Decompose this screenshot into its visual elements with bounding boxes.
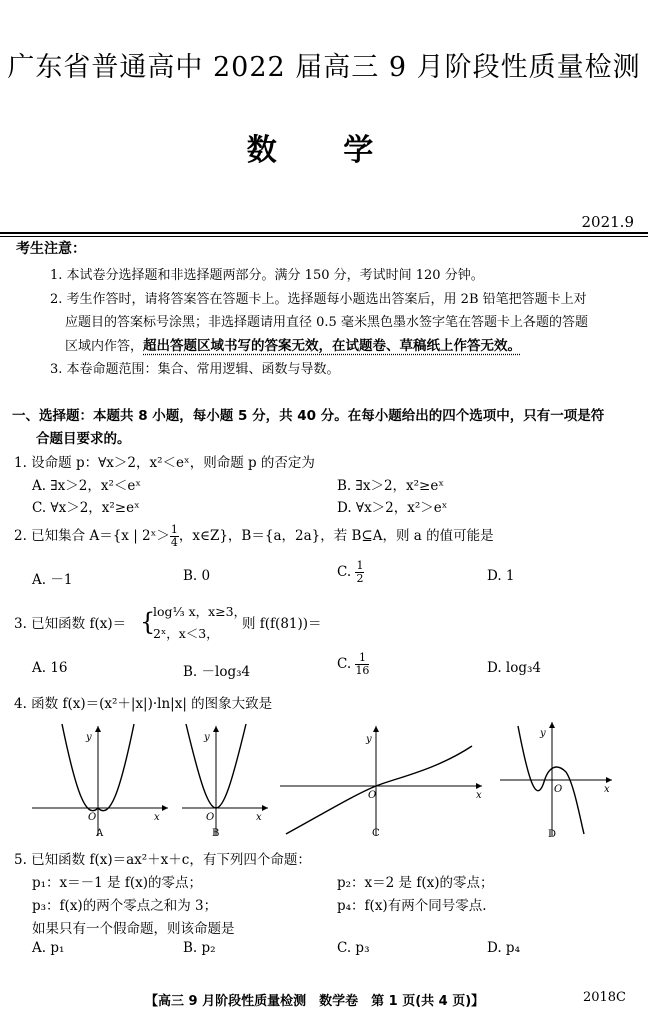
question-4-stem: 4. 函数 f(x)＝(x²＋|x|)·ln|x| 的图象大致是	[14, 696, 273, 712]
question-2-stem-b: ，x∈Z}，B＝{a，2a}，若 B⊆A，则 a 的值可能是	[178, 528, 494, 544]
question-2-option-b: B. 0	[183, 568, 211, 584]
graph-b-x-label: x	[256, 812, 262, 823]
graph-d-label: D	[548, 829, 557, 840]
paper-code: 2018C	[582, 990, 626, 1005]
question-2-fraction	[170, 524, 179, 549]
exam-date: 2021.9	[581, 213, 634, 231]
page-footer: 【高三 9 月阶段性质量检测 数学卷 第 1 页(共 4 页)】	[145, 994, 485, 1009]
notice-item-2: 2. 考生作答时，请将答案答在答题卡上。选择题每小题选出答案后，用 2B 铅笔把答题卡上对	[50, 292, 587, 307]
question-3-option-d: D. log₃4	[487, 660, 542, 676]
notice-item-2-tail: 区域内作答，	[65, 339, 144, 354]
question-2-stem-a: 2. 已知集合 A＝{x | 2ˣ＞	[14, 528, 170, 544]
notice-emphasis: 超出答题区域书写的答案无效，在试题卷、草稿纸上作答无效。	[143, 338, 522, 354]
graph-d-y-label: y	[540, 728, 546, 739]
question-3-option-c-den: 16	[355, 664, 370, 677]
question-2-option-a: A. －1	[32, 572, 73, 588]
question-2-frac-num: 1	[170, 523, 178, 536]
question-3-stem-b: 则 f(f(81))＝	[242, 616, 322, 632]
graph-b-label: B	[212, 828, 220, 839]
notice-item-3: 3. 本卷命题范围：集合、常用逻辑、函数与导数。	[50, 362, 340, 377]
graph-d	[496, 718, 616, 840]
header-divider-thin	[0, 236, 648, 237]
exam-title: 广东省普通高中 2022 届高三 9 月阶段性质量检测	[7, 52, 641, 83]
section-heading-cont: 合题目要求的。	[36, 431, 131, 447]
question-2-option-c-num: 1	[356, 559, 364, 572]
question-5-p2: p₂：x＝2 是 f(x)的零点；	[337, 875, 494, 891]
question-5-option-a: A. p₁	[32, 940, 65, 956]
graph-c	[276, 722, 486, 840]
header-divider	[0, 232, 648, 234]
graph-b-origin: O	[206, 812, 215, 823]
question-5-option-d: D. p₄	[487, 940, 520, 956]
graph-d-origin: O	[554, 784, 563, 795]
question-1-option-a: A. ∃x＞2，x²＜eˣ	[32, 478, 142, 494]
graph-c-label: C	[372, 828, 380, 839]
graph-a	[28, 722, 173, 840]
question-1-option-d: D. ∀x＞2，x²＞eˣ	[337, 500, 448, 516]
notice-item-2-cont: 应题目的答案标号涂黑；非选择题请用直径 0.5 毫米黑色墨水签字笔在答题卡上各题的答题	[65, 315, 588, 330]
notice-heading: 考生注意：	[16, 241, 86, 257]
question-3-case-2: 2ˣ，x＜3，	[153, 626, 219, 641]
question-2-option-c-frac	[355, 560, 364, 585]
graph-a-x-label: x	[154, 812, 160, 823]
section-heading: 一、选择题：本题共 8 小题，每小题 5 分，共 40 分。在每小题给出的四个选项中，只有一项是符	[12, 408, 605, 424]
notice-item-2-end	[65, 334, 521, 354]
question-2-option-d: D. 1	[487, 568, 515, 584]
question-3-option-c-frac	[355, 652, 369, 677]
graph-b-y-label: y	[204, 732, 210, 743]
notice-item-1: 1. 本试卷分选择题和非选择题两部分。满分 150 分，考试时间 120 分钟。	[50, 268, 484, 283]
question-5-stem: 5. 已知函数 f(x)＝ax²＋x＋c，有下列四个命题：	[14, 852, 311, 868]
graph-a-origin: O	[88, 812, 97, 823]
question-3-option-c	[337, 652, 369, 677]
graph-c-y-label: y	[366, 734, 372, 745]
subject-title: 数 学	[246, 133, 402, 168]
question-5-condition: 如果只有一个假命题，则该命题是	[32, 921, 235, 937]
question-5-option-c: C. p₃	[337, 940, 370, 956]
question-2-option-c-den: 2	[356, 572, 364, 585]
question-1-option-c: C. ∀x＞2，x²≥eˣ	[32, 500, 140, 516]
question-5-option-b: B. p₂	[183, 940, 216, 956]
question-3-option-c-num: 1	[355, 652, 369, 665]
question-2-stem	[14, 524, 494, 549]
graph-c-origin: O	[368, 790, 377, 801]
graph-c-x-label: x	[476, 790, 482, 801]
question-3-stem-a: 3. 已知函数 f(x)＝	[14, 616, 127, 632]
question-1-option-b: B. ∃x＞2，x²≥eˣ	[337, 478, 445, 494]
question-3-option-c-prefix: C.	[337, 656, 352, 672]
question-5-p1: p₁：x＝－1 是 f(x)的零点；	[32, 875, 202, 891]
question-3-case-1: log⅓ x，x≥3，	[153, 604, 247, 619]
graph-d-x-label: x	[604, 784, 610, 795]
question-2-frac-den: 4	[170, 536, 178, 549]
graph-a-label: A	[96, 828, 104, 839]
graph-a-y-label: y	[86, 732, 92, 743]
question-3-option-a: A. 16	[32, 660, 68, 676]
question-3-option-b: B. －log₃4	[183, 664, 251, 680]
question-5-p4: p₄：f(x)有两个同号零点.	[337, 898, 487, 914]
question-2-option-c-prefix: C.	[337, 564, 352, 580]
question-5-p3: p₃：f(x)的两个零点之和为 3；	[32, 898, 218, 914]
question-2-option-c	[337, 560, 364, 585]
graph-b	[178, 722, 273, 840]
question-1-stem: 1. 设命题 p：∀x＞2，x²＜eˣ，则命题 p 的否定为	[14, 455, 315, 471]
question-3-brace: {	[140, 608, 156, 636]
